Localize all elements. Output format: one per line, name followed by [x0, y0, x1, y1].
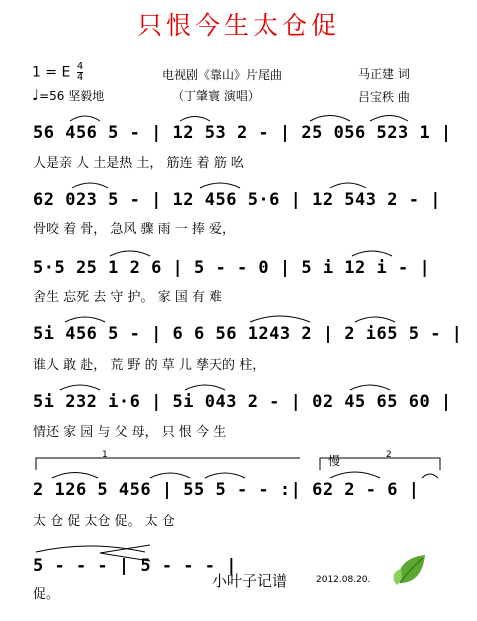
slur-mark [72, 183, 108, 188]
lyrics-line-7: 促。 [33, 587, 60, 602]
slur-mark [370, 116, 408, 122]
tie-mark [36, 546, 145, 552]
notation-line-6: 2 126 5 456 | 55 5 - - :| 62 2 - 6 | [33, 480, 420, 500]
lyrics-line-6: 太 仓 促 太仓 促。 太 仓 [33, 514, 175, 529]
slur-mark [330, 472, 380, 478]
slur-mark [65, 317, 105, 322]
slur-mark [205, 473, 245, 478]
tempo-label: =56 坚毅地 [39, 89, 105, 103]
slur-mark [330, 183, 366, 188]
time-top: 4 [76, 61, 84, 72]
lyricist-credit: 马正建 词 [358, 67, 410, 81]
volta-1-label: 1 [102, 450, 108, 460]
slur-mark [422, 474, 438, 478]
lyrics-line-4: 谁人 敢 赴， 荒 野 的 草 儿 孳天的 柱， [33, 358, 266, 373]
notation-line-1: 56 456 5 - | 12 53 2 - | 25 056 523 1 | [33, 123, 452, 143]
slur-mark [110, 251, 150, 256]
slur-mark [185, 385, 225, 390]
key-label: 1 = E [32, 64, 71, 81]
notation-line-2: 62 023 5 - | 12 456 5·6 | 12 543 2 - | [33, 190, 441, 210]
volta-bracket-2 [320, 458, 440, 470]
slur-mark [350, 385, 390, 390]
slur-mark [310, 116, 350, 122]
notation-line-5: 5i 232 i·6 | 5i 043 2 - | 02 45 65 60 | [33, 392, 452, 412]
diminuendo-hairpin [100, 545, 150, 561]
slur-mark [200, 183, 240, 188]
lyrics-line-3: 舍生 忘死 去 守 护。 家 国 有 难 [33, 290, 223, 305]
composer-credit: 吕宝秩 曲 [358, 90, 410, 104]
slur-mark [70, 116, 100, 121]
singer-credit: （丁肇寰 演唱） [172, 89, 260, 103]
slur-mark [180, 117, 210, 122]
lyrics-line-5: 情还 家 园 与 父 母， 只 恨 今 生 [33, 425, 227, 440]
time-bottom: 4 [76, 72, 84, 83]
lyrics-line-2: 骨咬 着 骨， 急风 骤 雨 一 捧 爱， [33, 222, 236, 237]
notation-line-3: 5·5 25 1 2 6 | 5 - - 0 | 5 i 12 i - | [33, 258, 431, 278]
slur-mark [60, 385, 100, 390]
notation-line-7: 5 - - - | 5 - - - | [33, 556, 237, 576]
notation-line-4: 5i 456 5 - | 6 6 56 1243 2 | 2 i65 5 - | [33, 324, 463, 344]
volta-bracket-1 [36, 458, 300, 470]
song-title: 只恨今生太仓促 [136, 11, 340, 40]
slur-mark [352, 251, 392, 256]
slur-mark [250, 316, 310, 322]
subtitle: 电视剧《靠山》片尾曲 [162, 68, 283, 82]
lyrics-line-1: 人是亲 人 土是热 土， 筋连 着 筋 吆 [33, 156, 244, 171]
slur-mark [355, 317, 395, 322]
tempo-slow-label: 慢 [328, 454, 341, 468]
volta-2-label: 2 [386, 450, 392, 460]
slur-mark [52, 473, 98, 479]
transcriber-signature: 小叶子记谱 [212, 572, 288, 590]
slur-mark [150, 473, 190, 478]
transcription-date: 2012.08.20. [316, 575, 371, 585]
quarter-note-icon: ♩ [32, 86, 40, 104]
leaf-icon [394, 555, 425, 585]
